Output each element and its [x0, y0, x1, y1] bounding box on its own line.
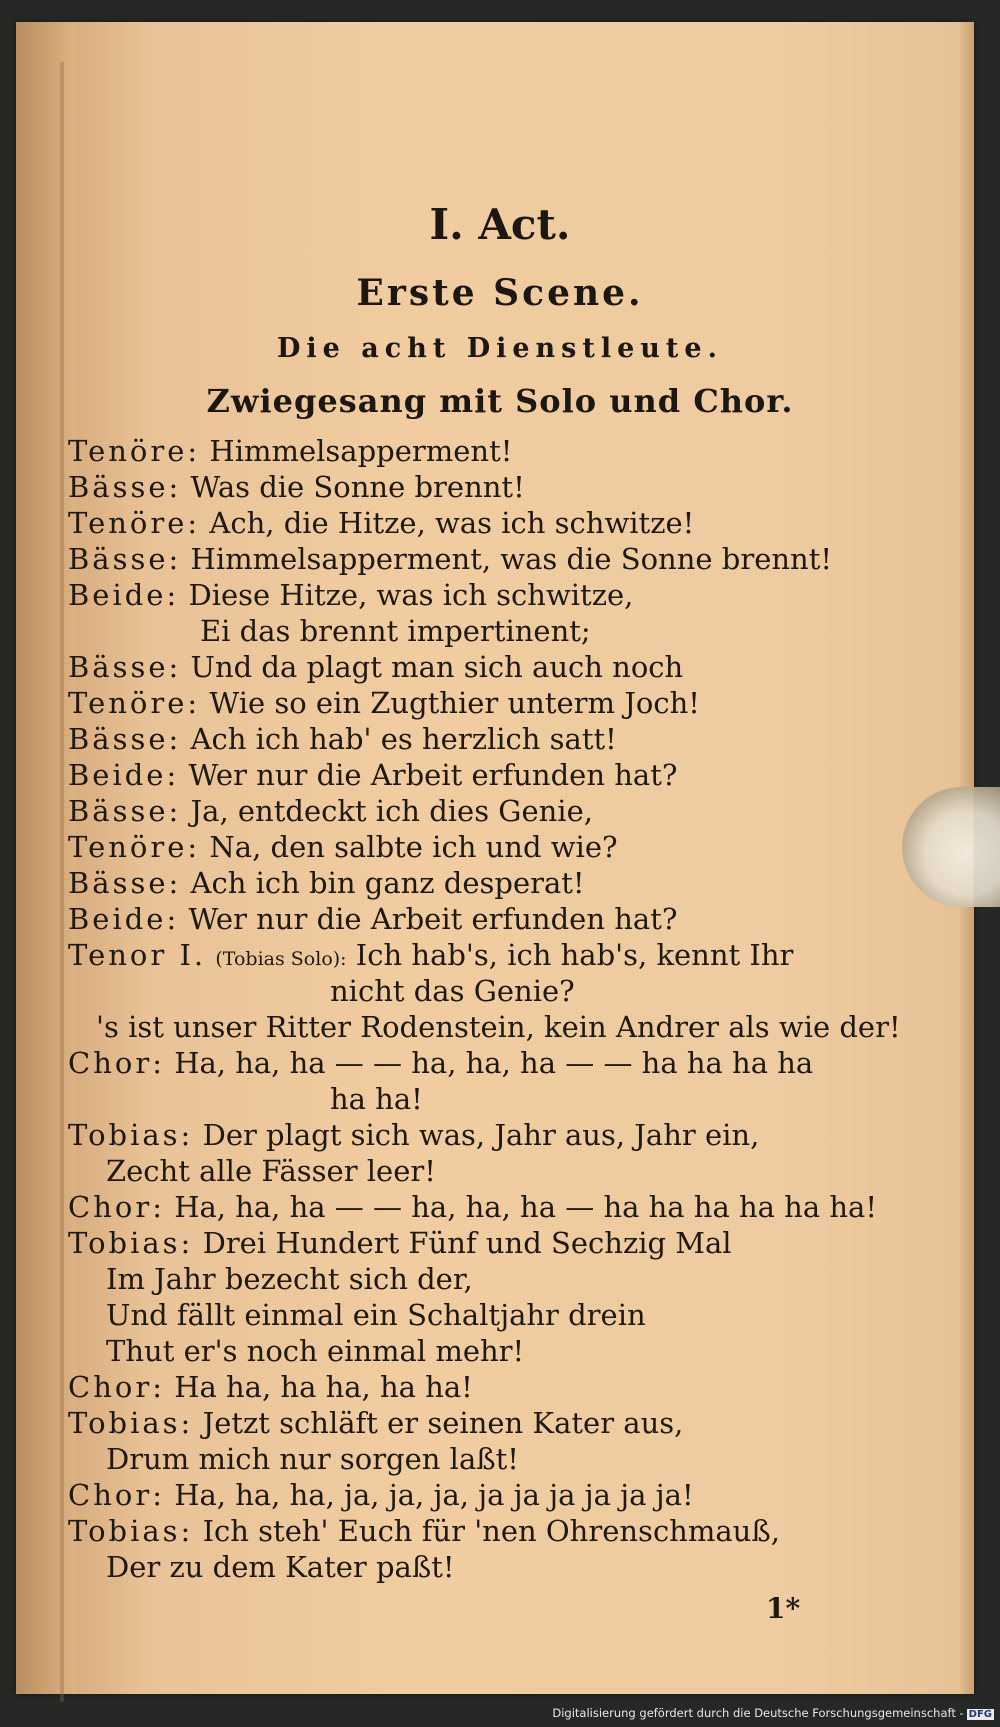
- libretto-line: [68, 541, 832, 577]
- line-text: Drei Hundert Fünf und Sechzig Mal: [202, 1226, 732, 1260]
- line-text: Jetzt schläft er seinen Kater aus,: [202, 1406, 684, 1440]
- speaker-name: Tobias:: [68, 1226, 194, 1260]
- page-number: 1*: [766, 1592, 801, 1625]
- line-text: Was die Sonne brennt!: [190, 470, 525, 504]
- line-text: Und da plagt man sich auch noch: [190, 650, 684, 684]
- line-text: Wie so ein Zugthier unterm Joch!: [209, 686, 700, 720]
- libretto-line: [68, 685, 700, 721]
- line-text: Diese Hitze, was ich schwitze,: [188, 578, 634, 612]
- speaker-name: Tobias:: [68, 1118, 194, 1152]
- libretto-line: [106, 1297, 646, 1333]
- libretto-line: [68, 721, 617, 757]
- act-title: I. Act.: [429, 200, 571, 249]
- line-text: Ach ich hab' es herzlich satt!: [190, 722, 617, 756]
- line-text: Thut er's noch einmal mehr!: [106, 1334, 525, 1368]
- line-text: Drum mich nur sorgen laßt!: [106, 1442, 519, 1476]
- speaker-name: Bässe:: [68, 722, 182, 756]
- speaker-name: Bässe:: [68, 650, 182, 684]
- speaker-name: Tobias:: [68, 1406, 194, 1440]
- speaker-name: Bässe:: [68, 470, 182, 504]
- speaker-name: Tenöre:: [68, 830, 201, 864]
- libretto-line: [68, 649, 683, 685]
- line-text: Himmelsapperment, was die Sonne brennt!: [190, 542, 833, 576]
- libretto-line: [68, 1225, 732, 1261]
- speaker-name: Chor:: [68, 1046, 165, 1080]
- line-text: Na, den salbte ich und wie?: [209, 830, 618, 864]
- line-text: Wer nur die Arbeit erfunden hat?: [188, 758, 678, 792]
- line-text: Himmelsapperment!: [209, 434, 513, 468]
- speaker-name: Tenöre:: [68, 506, 201, 540]
- line-text: Ich hab's, ich hab's, kennt Ihr: [355, 938, 794, 972]
- libretto-line: [68, 901, 677, 937]
- libretto-line: [68, 829, 618, 865]
- libretto-line: [106, 1153, 436, 1189]
- line-text: Ich steh' Euch für 'nen Ohrenschmauß,: [202, 1514, 780, 1548]
- libretto-line: [68, 937, 793, 977]
- libretto-line: [106, 1333, 524, 1369]
- libretto-line: [68, 1513, 780, 1549]
- libretto-line: [106, 1261, 473, 1297]
- libretto-line: [68, 505, 694, 541]
- footer-text: Digitalisierung gefördert durch die Deutsche Forschungsgemeinschaft -: [552, 1706, 964, 1720]
- speaker-name: Chor:: [68, 1478, 165, 1512]
- libretto-line: [330, 1081, 423, 1117]
- line-text: Der zu dem Kater paßt!: [106, 1550, 455, 1584]
- line-text: nicht das Genie?: [330, 974, 575, 1008]
- libretto-line: [68, 1369, 473, 1405]
- libretto-line: [68, 1189, 877, 1225]
- libretto-line: [68, 433, 512, 469]
- libretto-line: [106, 1441, 519, 1477]
- line-text: Im Jahr bezecht sich der,: [106, 1262, 473, 1296]
- libretto-line: [68, 1045, 813, 1081]
- line-text: Ha ha, ha ha, ha ha!: [174, 1370, 473, 1404]
- line-text: Zecht alle Fässer leer!: [106, 1154, 436, 1188]
- libretto-line: [68, 577, 633, 613]
- speaker-name: Tenor I.: [68, 938, 207, 972]
- line-text: Ach ich bin ganz desperat!: [190, 866, 585, 900]
- speaker-name: Bässe:: [68, 542, 182, 576]
- libretto-line: [68, 469, 525, 505]
- libretto-line: [68, 865, 585, 901]
- libretto-line: [68, 793, 593, 829]
- line-text: Wer nur die Arbeit erfunden hat?: [188, 902, 678, 936]
- speaker-name: Chor:: [68, 1190, 165, 1224]
- speaker-name: Beide:: [68, 902, 180, 936]
- line-text: Ha, ha, ha — — ha, ha, ha — ha ha ha ha ha ha!: [174, 1190, 877, 1224]
- line-text: Ach, die Hitze, was ich schwitze!: [209, 506, 695, 540]
- speaker-name: Tenöre:: [68, 686, 201, 720]
- speaker-name: Tenöre:: [68, 434, 201, 468]
- libretto-line: [68, 1477, 694, 1513]
- line-text: 's ist unser Ritter Rodenstein, kein Andrer als wie der!: [96, 1010, 901, 1044]
- line-text: Und fällt einmal ein Schaltjahr drein: [106, 1298, 646, 1332]
- speaker-name: Tobias:: [68, 1514, 194, 1548]
- speaker-name: Bässe:: [68, 866, 182, 900]
- speaker-name: Beide:: [68, 758, 180, 792]
- speaker-name: Beide:: [68, 578, 180, 612]
- line-text: Ha, ha, ha, ja, ja, ja, ja ja ja ja ja ja!: [174, 1478, 694, 1512]
- scene-type: Zwiegesang mit Solo und Chor.: [206, 382, 794, 420]
- speaker-name: Chor:: [68, 1370, 165, 1404]
- libretto-line: [96, 1009, 901, 1045]
- libretto-line: [68, 1117, 759, 1153]
- speaker-note: (Tobias Solo):: [215, 948, 347, 970]
- libretto-line: [106, 1549, 455, 1585]
- line-text: Ja, entdeckt ich dies Genie,: [190, 794, 593, 828]
- libretto-line: [68, 1405, 683, 1441]
- line-text: ha ha!: [330, 1082, 423, 1116]
- line-text: Der plagt sich was, Jahr aus, Jahr ein,: [202, 1118, 760, 1152]
- libretto-line: [330, 973, 575, 1009]
- dfg-logo: DFG: [968, 1709, 992, 1720]
- libretto-line: [200, 613, 591, 649]
- digitization-footer: [552, 1706, 994, 1720]
- scene-title: Erste Scene.: [356, 272, 644, 314]
- libretto-line: [68, 757, 677, 793]
- line-text: Ei das brennt impertinent;: [200, 614, 591, 648]
- line-text: Ha, ha, ha — — ha, ha, ha — — ha ha ha ha: [174, 1046, 814, 1080]
- speaker-name: Bässe:: [68, 794, 182, 828]
- scene-persons: Die acht Dienstleute.: [277, 333, 723, 364]
